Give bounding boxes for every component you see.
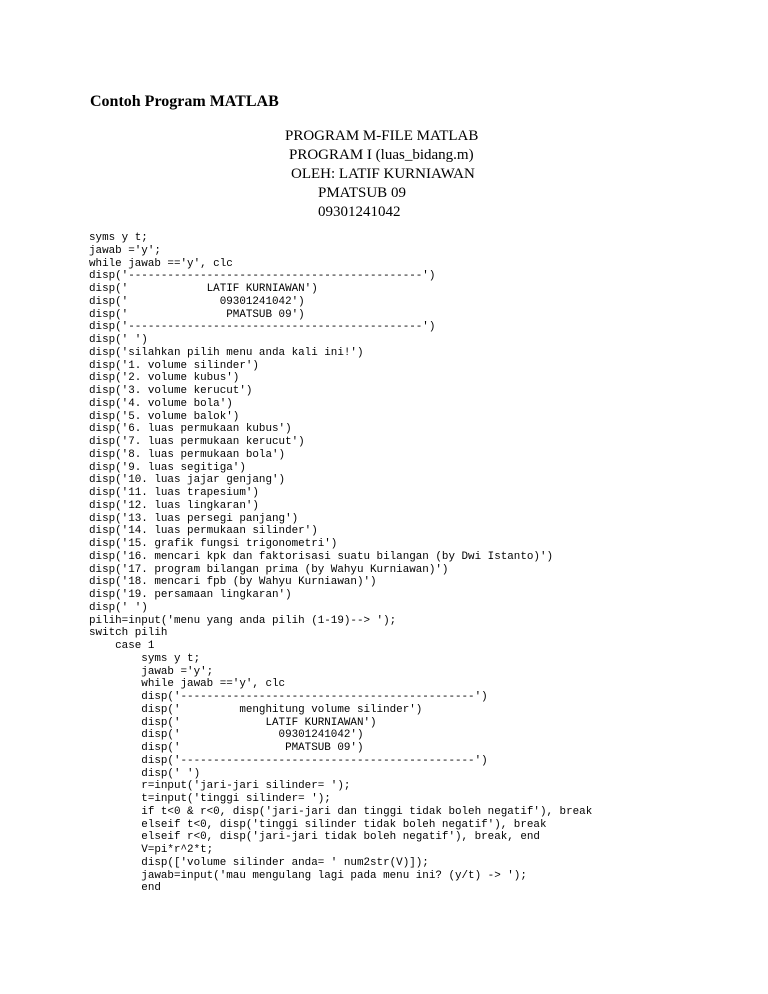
code-line: elseif r<0, disp('jari-jari tidak boleh negatif'), break, end <box>89 831 540 844</box>
code-line: disp('3. volume kerucut') <box>89 385 253 397</box>
code-line: disp('silahkan pilih menu anda kali ini!') <box>89 346 364 359</box>
page-title: Contoh Program MATLAB <box>90 93 279 110</box>
code-listing <box>89 232 592 895</box>
code-line: disp('9. luas segitiga') <box>89 461 246 474</box>
code-line: jawab ='y'; <box>89 665 214 678</box>
header-line-author: OLEH: LATIF KURNIAWAN <box>291 166 475 182</box>
code-line: pilih=input('menu yang anda pilih (1-19)--> '); <box>89 614 397 627</box>
code-line: disp('15. grafik fungsi trigonometri') <box>89 538 338 550</box>
code-line: disp(' LATIF KURNIAWAN') <box>89 283 318 295</box>
code-line: disp(' ') <box>89 767 201 780</box>
code-line: disp(' LATIF KURNIAWAN') <box>89 716 377 729</box>
header-line-student-id: 09301241042 <box>318 204 401 220</box>
code-line: disp('---------------------------------------------') <box>89 754 488 767</box>
code-line: disp('7. luas permukaan kerucut') <box>89 436 305 448</box>
code-line: t=input('tinggi silinder= '); <box>89 793 331 805</box>
code-line: disp('16. mencari kpk dan faktorisasi suatu bilangan (by Dwi Istanto)') <box>89 550 554 563</box>
code-line: disp('4. volume bola') <box>89 397 233 410</box>
code-line: disp('11. luas trapesium') <box>89 487 259 499</box>
code-line: disp(['volume silinder anda= ' num2str(V)]); <box>89 856 429 869</box>
code-line: disp('19. persamaan lingkaran') <box>89 589 292 601</box>
code-line: disp('1. volume silinder') <box>89 359 259 372</box>
code-line: disp('5. volume balok') <box>89 410 240 423</box>
code-line: disp('8. luas permukaan bola') <box>89 448 286 461</box>
code-line: if t<0 & r<0, disp('jari-jari dan tinggi tidak boleh negatif'), break <box>89 805 593 818</box>
code-line: syms y t; <box>89 232 148 244</box>
code-line: switch pilih <box>89 627 168 640</box>
code-line: V=pi*r^2*t; <box>89 844 214 856</box>
code-line: disp('13. luas persegi panjang') <box>89 512 299 525</box>
code-line: disp('10. luas jajar genjang') <box>89 474 286 487</box>
code-line: disp('---------------------------------------------') <box>89 321 436 334</box>
code-line: disp(' 09301241042') <box>89 729 364 742</box>
code-line: while jawab =='y', clc <box>89 678 286 691</box>
code-line: disp('14. luas permukaan silinder') <box>89 525 318 538</box>
code-line: disp('18. mencari fpb (by Wahyu Kurniawan)') <box>89 576 377 589</box>
header-line-class: PMATSUB 09 <box>318 185 406 201</box>
code-line: disp('6. luas permukaan kubus') <box>89 423 292 436</box>
code-line: while jawab =='y', clc <box>89 257 233 270</box>
code-line: end <box>89 882 161 895</box>
code-line: r=input('jari-jari silinder= '); <box>89 780 351 793</box>
code-line: disp(' ') <box>89 601 148 614</box>
header-line-program-type: PROGRAM M-FILE MATLAB <box>285 128 479 144</box>
header-line-program-name: PROGRAM I (luas_bidang.m) <box>289 147 474 163</box>
code-line: disp(' ') <box>89 334 148 346</box>
code-line: disp('---------------------------------------------') <box>89 270 436 283</box>
code-line: disp('---------------------------------------------') <box>89 691 488 703</box>
code-line: disp(' PMATSUB 09') <box>89 742 364 754</box>
code-line: syms y t; <box>89 652 201 665</box>
code-line: case 1 <box>89 640 155 652</box>
code-line: jawab ='y'; <box>89 244 161 257</box>
code-line: disp(' PMATSUB 09') <box>89 308 305 321</box>
code-line: disp(' menghitung volume silinder') <box>89 703 423 716</box>
code-line: disp('2. volume kubus') <box>89 372 240 385</box>
code-line: jawab=input('mau mengulang lagi pada menu ini? (y/t) -> '); <box>89 869 527 882</box>
code-line: disp(' 09301241042') <box>89 295 305 308</box>
code-line: disp('12. luas lingkaran') <box>89 499 259 512</box>
code-line: elseif t<0, disp('tinggi silinder tidak boleh negatif'), break <box>89 818 547 831</box>
code-line: disp('17. program bilangan prima (by Wahyu Kurniawan)') <box>89 563 449 576</box>
